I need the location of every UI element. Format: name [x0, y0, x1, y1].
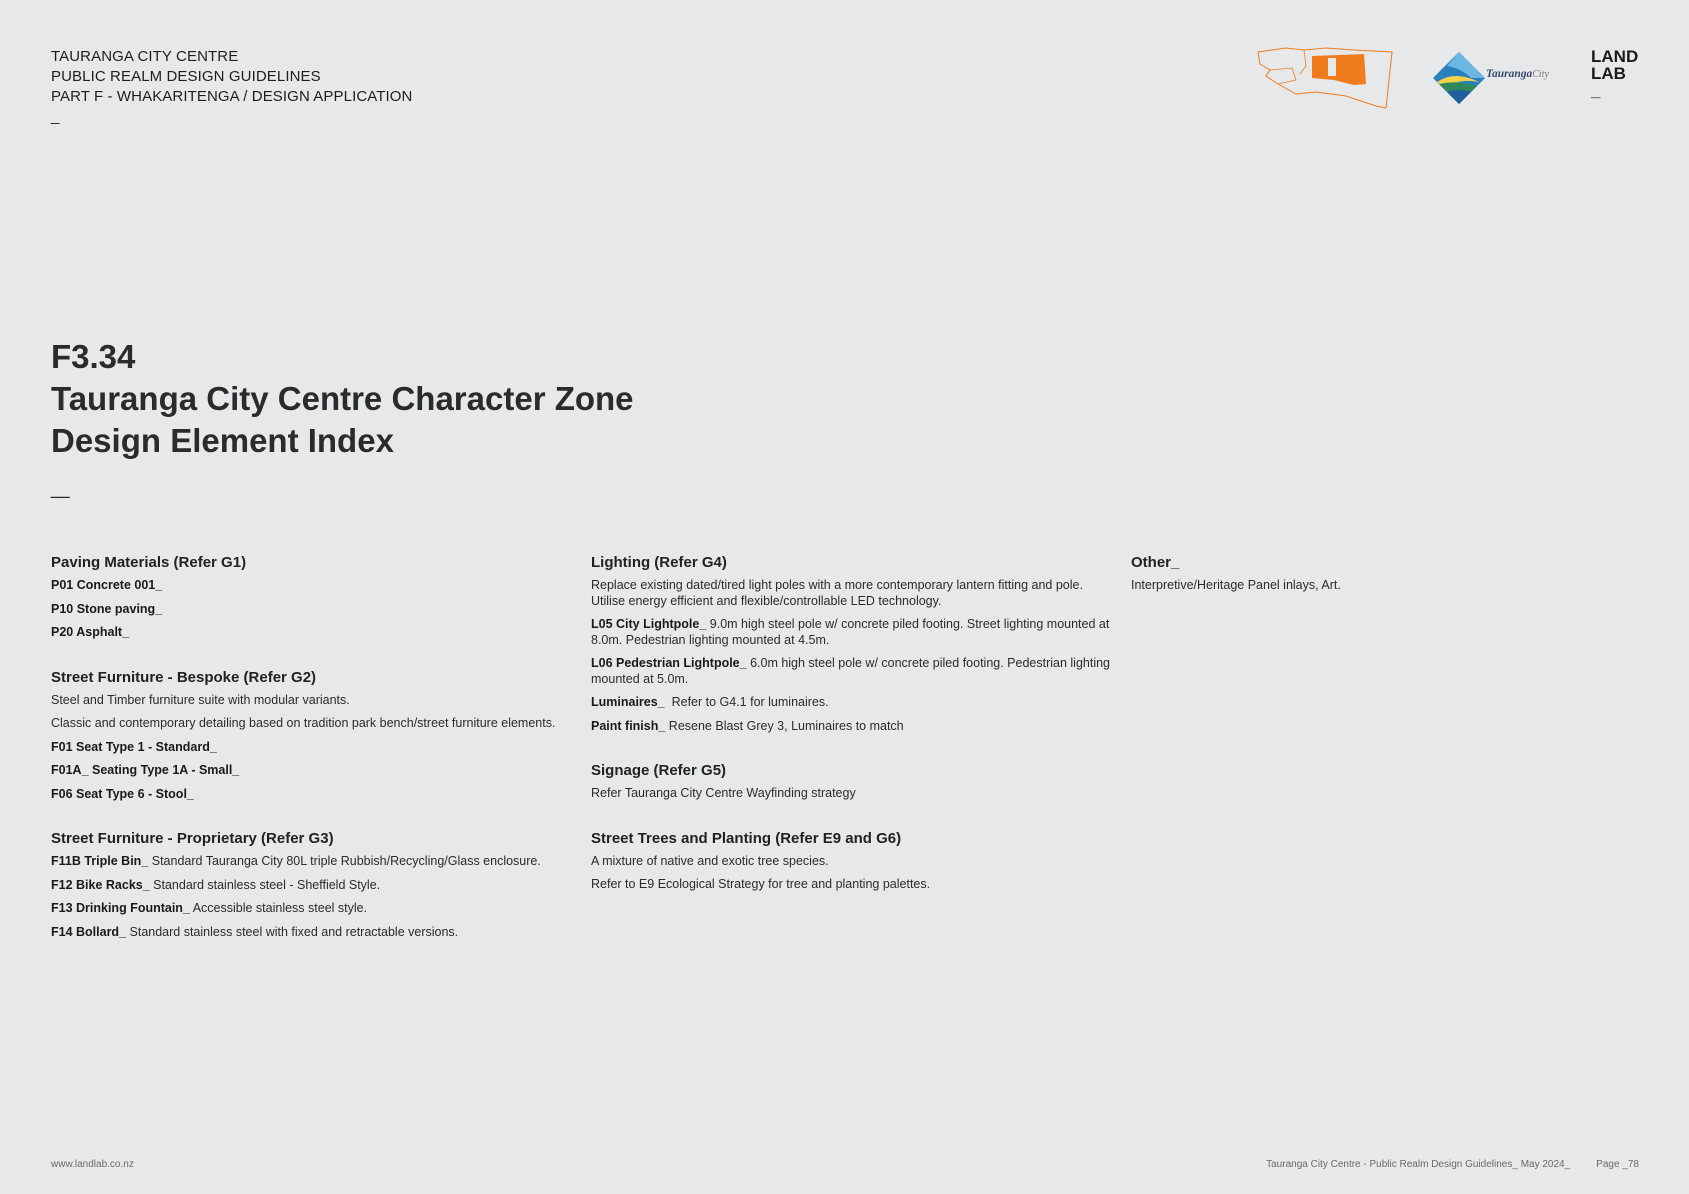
section-heading: Street Furniture - Proprietary (Refer G3): [51, 830, 334, 847]
section-bespoke-furniture: [51, 668, 571, 803]
header-dash: _: [51, 108, 60, 125]
section-heading: Other_: [1131, 554, 1180, 571]
section-heading: Street Trees and Planting (Refer E9 and G6): [591, 829, 902, 847]
list-item: P10 Stone paving_: [51, 601, 163, 616]
section-heading: Lighting (Refer G4): [591, 554, 727, 571]
section-heading: Paving Materials (Refer G1): [51, 554, 247, 571]
header-line-3: PART F - WHAKARITENGA / DESIGN APPLICATION: [51, 88, 413, 105]
page-title: [51, 336, 634, 504]
header-line-1: TAURANGA CITY CENTRE: [51, 48, 239, 65]
list-item: F12 Bike Racks_ Standard stainless steel - Sheffield Style.: [51, 877, 381, 892]
section-heading: Signage (Refer G5): [591, 762, 727, 779]
tauranga-diamond-icon: [1433, 52, 1485, 104]
landlab-logo: [1591, 48, 1638, 99]
document-header: [51, 47, 413, 127]
section-heading: Street Furniture - Bespoke (Refer G2): [51, 668, 317, 686]
list-item: Luminaires_ Refer to G4.1 for luminaires.: [591, 695, 829, 709]
list-item: F01 Seat Type 1 - Standard_: [51, 739, 217, 754]
column-right: [1131, 553, 1491, 621]
footer-document-title: Tauranga City Centre - Public Realm Design Guidelines_ May 2024_: [1266, 1159, 1571, 1170]
list-item: P20 Asphalt_: [51, 625, 130, 639]
column-left: [51, 553, 571, 967]
footer-website-link[interactable]: www.landlab.co.nz: [51, 1159, 134, 1170]
council-wordmark: TaurangaCity: [1486, 68, 1549, 80]
paragraph: Refer Tauranga City Centre Wayfinding strategy: [591, 786, 856, 800]
page-number: Page _78: [1596, 1159, 1639, 1170]
section-paving: [51, 553, 571, 641]
paragraph: Interpretive/Heritage Panel inlays, Art.: [1131, 578, 1341, 592]
paragraph: Steel and Timber furniture suite with modular variants.: [51, 692, 350, 707]
landlab-line-1: LAND: [1591, 47, 1639, 66]
title-line-2: Design Element Index: [51, 422, 394, 459]
section-code: F3.34: [51, 338, 136, 375]
section-street-trees: [591, 829, 1111, 893]
list-item: Paint finish_ Resene Blast Grey 3, Luminaires to match: [591, 718, 904, 733]
paragraph: A mixture of native and exotic tree species.: [591, 853, 829, 868]
paragraph: Refer to E9 Ecological Strategy for tree and planting palettes.: [591, 877, 931, 891]
list-item: F06 Seat Type 6 - Stool_: [51, 786, 194, 801]
landlab-dash: _: [1591, 81, 1601, 100]
landlab-line-2: LAB: [1591, 64, 1626, 83]
section-lighting: [591, 553, 1111, 734]
list-item: F14 Bollard_ Standard stainless steel with fixed and retractable versions.: [51, 924, 459, 939]
column-middle: [591, 553, 1111, 920]
list-item: F13 Drinking Fountain_ Accessible stainless steel style.: [51, 901, 368, 915]
footer-info: [1240, 1159, 1639, 1170]
list-item: P01 Concrete 001_: [51, 578, 163, 592]
paragraph: Classic and contemporary detailing based on tradition park bench/street furniture elements.: [51, 716, 556, 730]
list-item: F01A_ Seating Type 1A - Small_: [51, 763, 240, 777]
section-proprietary-furniture: [51, 829, 571, 940]
section-other: [1131, 553, 1491, 594]
paragraph: Replace existing dated/tired light poles with a more contemporary lantern fitting and pole. Utilise energy efficient and flexible/controllable LED technology.: [591, 578, 1094, 608]
header-line-2: PUBLIC REALM DESIGN GUIDELINES: [51, 68, 321, 85]
title-line-1: Tauranga City Centre Character Zone: [51, 380, 634, 417]
section-signage: [591, 761, 1111, 802]
list-item: L05 City Lightpole_ 9.0m high steel pole w/ concrete piled footing. Street lighting mounted at 8.0m. Pedestrian lighting mounted at 4.5m.: [591, 617, 1110, 647]
location-map-icon: [1256, 46, 1396, 114]
list-item: F11B Triple Bin_ Standard Tauranga City 80L triple Rubbish/Recycling/Glass enclosure.: [51, 854, 541, 868]
list-item: L06 Pedestrian Lightpole_ 6.0m high steel pole w/ concrete piled footing. Pedestrian lighting mounted at 5.0m.: [591, 656, 1111, 686]
tauranga-city-logo: [1433, 52, 1558, 104]
title-dash: _: [51, 464, 70, 501]
